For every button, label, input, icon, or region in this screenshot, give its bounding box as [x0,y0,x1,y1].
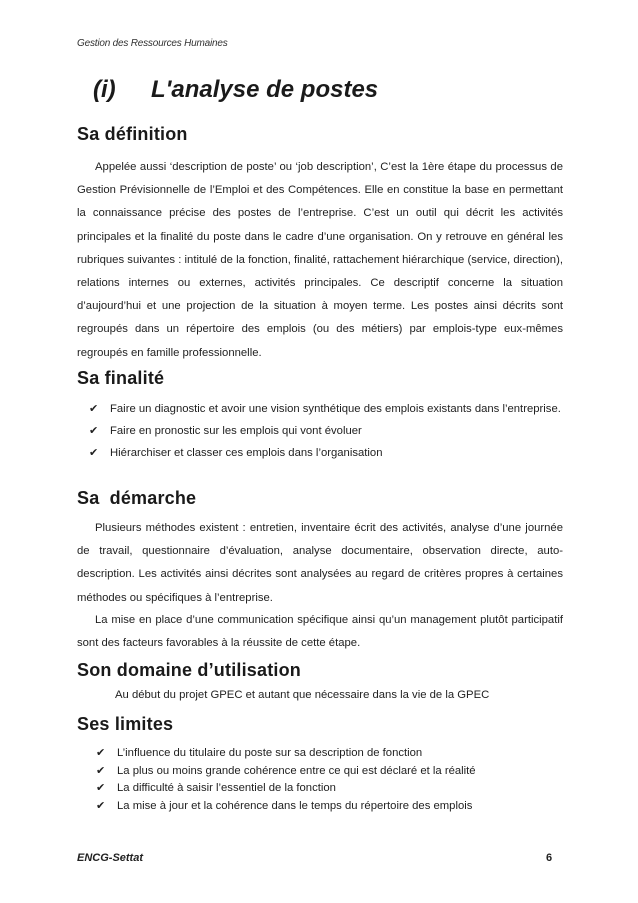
list-item-text: Faire un diagnostic et avoir une vision synthétique des emplois existants dans l’entreprise. [110,403,561,415]
section-heading-definition: Sa définition [77,124,188,144]
section-heading-limites: Ses limites [77,714,174,734]
section-heading-domaine: Son domaine d’utilisation [77,660,302,680]
chapter-number: (i) [93,76,116,103]
demarche-paragraph-1: Plusieurs méthodes existent : entretien, inventaire écrit des activités, analyse d’une journée de travail, questionnaire d’évaluation, analyse documentaire, observation directe, auto-description. Les activités ainsi décrites sont analysées au regard de critères propres à certaines méthodes ou spécifiques à l’entreprise. [77,522,563,604]
check-icon: ✔ [96,799,106,812]
list-item-text: La difficulté à saisir l’essentiel de la fonction [117,782,336,794]
check-icon: ✔ [96,747,106,759]
demarche-paragraph-2: La mise en place d’une communication spécifique ainsi qu’un management plutôt participatif sont des facteurs favorables à la réussite de cette étape. [77,614,563,650]
list-item [89,420,563,442]
check-icon: ✔ [89,425,99,437]
list-item [89,442,563,464]
check-icon: ✔ [89,447,99,459]
domaine-text: Au début du projet GPEC et autant que nécessaire dans la vie de la GPEC [115,689,490,701]
footer-school: ENCG-Settat [77,852,144,864]
list-item [96,763,566,781]
chapter-title [93,76,378,104]
finalite-list [89,398,563,464]
list-item-text: L’influence du titulaire du poste sur sa description de fonction [117,747,423,759]
list-item-text: La mise à jour et la cohérence dans le temps du répertoire des emplois [117,799,473,812]
check-icon: ✔ [89,403,99,415]
list-item [96,780,566,798]
section-heading-demarche: Sa démarche [77,488,197,508]
list-item-text: Hiérarchiser et classer ces emplois dans l’organisation [110,447,383,459]
page-number: 6 [546,852,553,864]
check-icon: ✔ [96,764,106,777]
running-header: Gestion des Ressources Humaines [77,38,228,49]
limites-list [96,745,566,815]
section-heading-finalite: Sa finalité [77,368,165,388]
list-item-text: La plus ou moins grande cohérence entre ce qui est déclaré et la réalité [117,764,476,777]
check-icon: ✔ [96,782,106,794]
chapter-title-text: L'analyse de postes [151,76,379,103]
list-item [89,398,563,420]
list-item [96,745,566,763]
list-item-text: Faire en pronostic sur les emplois qui vont évoluer [110,425,362,437]
list-item [96,798,566,816]
definition-paragraph: Appelée aussi ‘description de poste’ ou ‘job description’, C’est la 1ère étape du processus de Gestion Prévisionnelle de l’Emploi et des Compétences. Elle en constitue la base en permettant la connaissance précise des postes de l’entreprise. C’est un outil qui décrit les activités principales et la finalité du poste dans le cadre d’une organisation. On y retrouve en général les rubriques suivantes : intitulé de la fonction, finalité, rattachement hiérarchique (service, direction), relations internes ou externes, activités principales. Ce descriptif concerne la situation d’aujourd’hui et une projection de la situation à moyen terme. Les postes ainsi décrits sont regroupés dans un répertoire des emplois (ou des métiers) par emplois-type eux-mêmes regroupés en famille professionnelle. [77,161,563,359]
